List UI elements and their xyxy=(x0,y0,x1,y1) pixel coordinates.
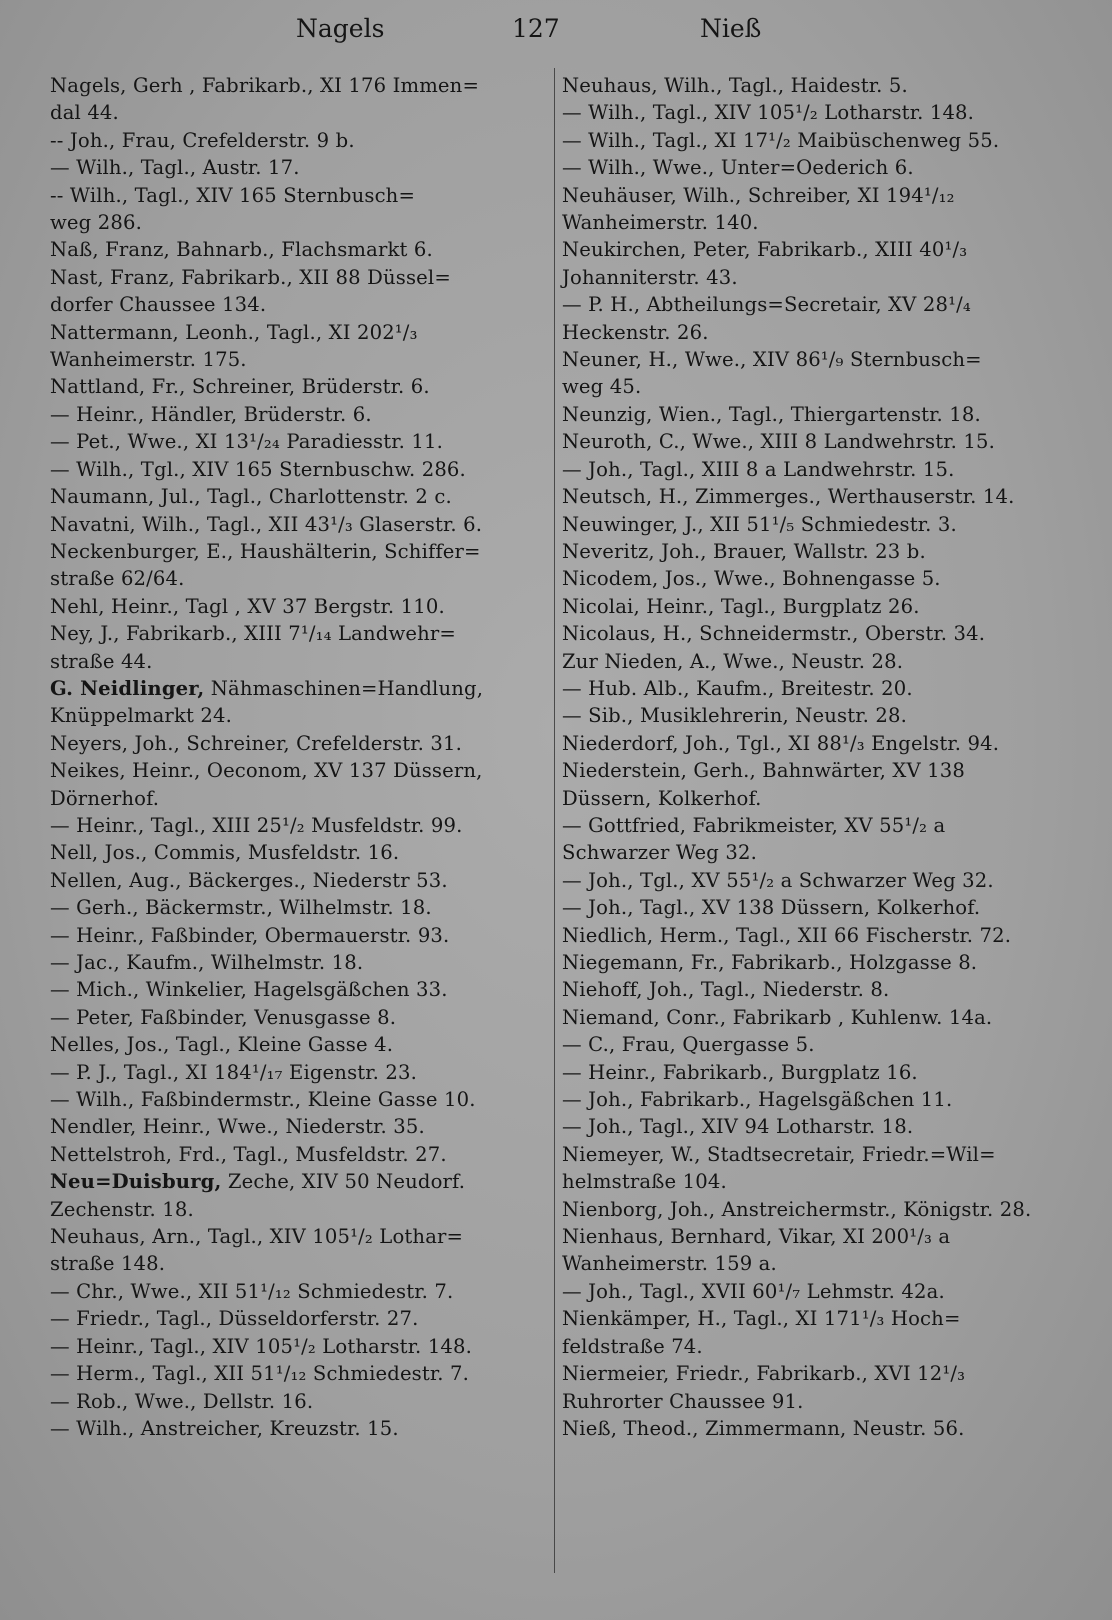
directory-entry xyxy=(562,922,1062,949)
directory-entry xyxy=(50,1360,540,1387)
directory-entry xyxy=(562,456,1062,483)
directory-entry xyxy=(562,1196,1062,1223)
directory-entry xyxy=(562,538,1062,565)
entry-line: Nattland, Fr., Schreiner, Brüderstr. 6. xyxy=(50,375,430,399)
entry-line: Nendler, Heinr., Wwe., Niederstr. 35. xyxy=(50,1115,425,1139)
entry-line: Niederstein, Gerh., Bahnwärter, XV 138 xyxy=(562,759,965,783)
right-column xyxy=(562,72,1062,1442)
directory-entry xyxy=(562,1031,1062,1058)
entry-line: — Wilh., Tgl., XIV 165 Sternbuschw. 286. xyxy=(50,457,466,481)
entry-line: — Wilh., Tagl., XI 17¹/₂ Maibüschenweg 55. xyxy=(562,128,1000,152)
entry-line: Wanheimerstr. 175. xyxy=(50,348,247,372)
directory-entry xyxy=(562,730,1062,757)
entry-line: Nienkämper, H., Tagl., XI 171¹/₃ Hoch= xyxy=(562,1307,961,1331)
directory-entry xyxy=(562,976,1062,1003)
directory-entry xyxy=(562,1004,1062,1031)
directory-entry xyxy=(562,72,1062,99)
directory-entry xyxy=(50,1141,540,1168)
directory-entry xyxy=(562,593,1062,620)
entry-line: Nehl, Heinr., Tagl , XV 37 Bergstr. 110. xyxy=(50,594,445,618)
entry-line: — Jac., Kaufm., Wilhelmstr. 18. xyxy=(50,951,364,974)
directory-entry xyxy=(50,127,540,154)
entry-line: — Joh., Fabrikarb., Hagelsgäßchen 11. xyxy=(562,1088,953,1112)
entry-line: — Wilh., Faßbindermstr., Kleine Gasse 10. xyxy=(50,1088,476,1112)
entry-line: — Wilh., Tagl., Austr. 17. xyxy=(50,156,300,180)
entry-line: Neuhaus, Arn., Tagl., XIV 105¹/₂ Lothar= xyxy=(50,1225,464,1249)
directory-entry xyxy=(50,1086,540,1113)
directory-entry xyxy=(50,976,540,1003)
entry-line: Wanheimerstr. 140. xyxy=(562,211,759,235)
entry-line: — Heinr., Fabrikarb., Burgplatz 16. xyxy=(562,1060,918,1084)
directory-entry xyxy=(562,675,1062,702)
entry-line: Niehoff, Joh., Tagl., Niederstr. 8. xyxy=(562,978,890,1002)
directory-entry xyxy=(562,182,1062,237)
directory-entry xyxy=(562,511,1062,538)
directory-entry xyxy=(50,154,540,181)
directory-entry xyxy=(50,72,540,127)
entry-line: — Chr., Wwe., XII 51¹/₁₂ Schmiedestr. 7. xyxy=(50,1279,454,1303)
directory-entry xyxy=(562,565,1062,592)
directory-entry xyxy=(562,949,1062,976)
entry-line: Neikes, Heinr., Oeconom, XV 137 Düssern, xyxy=(50,759,483,783)
entry-line: — Friedr., Tagl., Düsseldorferstr. 27. xyxy=(50,1307,419,1331)
entry-line: Zechenstr. 18. xyxy=(50,1197,194,1221)
directory-entry xyxy=(50,1168,540,1223)
entry-line: -- Wilh., Tagl., XIV 165 Sternbusch= xyxy=(50,183,416,207)
directory-entry xyxy=(50,620,540,675)
directory-entry xyxy=(562,401,1062,428)
header-first-name: Nagels xyxy=(296,14,385,43)
entry-line: Niedlich, Herm., Tagl., XII 66 Fischerstr. 72. xyxy=(562,923,1012,947)
entry-line: — P. H., Abtheilungs=Secretair, XV 28¹/₄ xyxy=(562,293,971,317)
entry-line: Niemeyer, W., Stadtsecretair, Friedr.=Wil= xyxy=(562,1142,996,1166)
directory-entry xyxy=(50,319,540,374)
directory-entry xyxy=(50,757,540,812)
directory-entry xyxy=(50,1333,540,1360)
entry-line: Wanheimerstr. 159 a. xyxy=(562,1252,777,1276)
entry-line: Dörnerhof. xyxy=(50,786,160,810)
directory-entry xyxy=(50,1113,540,1140)
entry-line: — Mich., Winkelier, Hagelsgäßchen 33. xyxy=(50,978,448,1002)
left-column xyxy=(50,72,540,1442)
directory-entry xyxy=(50,236,540,263)
entry-line: Nienhaus, Bernhard, Vikar, XI 200¹/₃ a xyxy=(562,1225,951,1249)
directory-entry xyxy=(50,867,540,894)
entry-line: Naumann, Jul., Tagl., Charlottenstr. 2 c. xyxy=(50,485,452,509)
directory-entry xyxy=(562,236,1062,291)
entry-line: Neukirchen, Peter, Fabrikarb., XIII 40¹/₃ xyxy=(562,238,968,262)
entry-line: Nicolaus, H., Schneidermstr., Oberstr. 34. xyxy=(562,622,986,646)
directory-entry xyxy=(50,949,540,976)
entry-line: Ney, J., Fabrikarb., XIII 7¹/₁₄ Landwehr= xyxy=(50,622,456,646)
entry-line: straße 148. xyxy=(50,1252,166,1276)
directory-entry xyxy=(50,483,540,510)
entry-line: Niemand, Conr., Fabrikarb , Kuhlenw. 14a. xyxy=(562,1005,993,1029)
entry-line: Nettelstroh, Frd., Tagl., Musfeldstr. 27. xyxy=(50,1142,447,1166)
entry-line: weg 286. xyxy=(50,211,142,235)
entry-line: helmstraße 104. xyxy=(562,1170,727,1194)
directory-entry xyxy=(50,1305,540,1332)
entry-line: — Herm., Tagl., XII 51¹/₁₂ Schmiedestr. 7. xyxy=(50,1362,470,1386)
page-number: 127 xyxy=(512,14,560,43)
entry-line: Neyers, Joh., Schreiner, Crefelderstr. 31. xyxy=(50,731,462,755)
entry-line: feldstraße 74. xyxy=(562,1334,703,1358)
directory-entry xyxy=(562,620,1062,647)
entry-line: — Pet., Wwe., XI 13¹/₂₄ Paradiesstr. 11. xyxy=(50,430,443,454)
directory-entry xyxy=(562,346,1062,401)
directory-entry xyxy=(562,1141,1062,1196)
entry-line: — Heinr., Tagl., XIII 25¹/₂ Musfeldstr. 99. xyxy=(50,813,463,837)
directory-entry xyxy=(50,730,540,757)
column-divider xyxy=(554,68,555,1573)
entry-line: G. Neidlinger, Nähmaschinen=Handlung, xyxy=(50,676,484,700)
entry-line: Nicolai, Heinr., Tagl., Burgplatz 26. xyxy=(562,594,920,618)
directory-entry xyxy=(50,401,540,428)
entry-line: — Joh., Tagl., XIV 94 Lotharstr. 18. xyxy=(562,1115,914,1139)
entry-line: — Gerh., Bäckermstr., Wilhelmstr. 18. xyxy=(50,896,432,920)
directory-entry xyxy=(562,1086,1062,1113)
entry-line: — Sib., Musiklehrerin, Neustr. 28. xyxy=(562,704,907,728)
entry-line: Schwarzer Weg 32. xyxy=(562,841,757,865)
entry-line: — Peter, Faßbinder, Venusgasse 8. xyxy=(50,1005,397,1029)
directory-entry xyxy=(50,1223,540,1278)
entry-line: — Joh., Tgl., XV 55¹/₂ a Schwarzer Weg 32. xyxy=(562,868,994,892)
entry-line: — Wilh., Anstreicher, Kreuzstr. 15. xyxy=(50,1416,399,1440)
entry-line: — Gottfried, Fabrikmeister, XV 55¹/₂ a xyxy=(562,813,946,837)
entry-line: weg 45. xyxy=(562,375,642,399)
entry-line: Neuhäuser, Wilh., Schreiber, XI 194¹/₁₂ xyxy=(562,183,955,207)
entry-line: — P. J., Tagl., XI 184¹/₁₇ Eigenstr. 23. xyxy=(50,1060,418,1084)
page-header xyxy=(0,12,1112,48)
entry-line: Niermeier, Friedr., Fabrikarb., XVI 12¹/₃ xyxy=(562,1362,966,1386)
entry-bold-name: G. Neidlinger, xyxy=(50,676,205,700)
directory-entry xyxy=(50,1278,540,1305)
entry-line: dal 44. xyxy=(50,101,119,125)
directory-entry xyxy=(50,1388,540,1415)
directory-entry xyxy=(562,483,1062,510)
entry-line: Neunzig, Wien., Tagl., Thiergartenstr. 18. xyxy=(562,402,981,426)
directory-entry xyxy=(562,1059,1062,1086)
entry-line: Nieß, Theod., Zimmermann, Neustr. 56. xyxy=(562,1416,965,1440)
entry-line: Navatni, Wilh., Tagl., XII 43¹/₃ Glaserstr. 6. xyxy=(50,512,483,536)
entry-line: -- Joh., Frau, Crefelderstr. 9 b. xyxy=(50,128,355,152)
directory-entry xyxy=(562,1415,1062,1442)
entry-line: — Rob., Wwe., Dellstr. 16. xyxy=(50,1389,314,1413)
entry-line: Neu=Duisburg, Zeche, XIV 50 Neudorf. xyxy=(50,1170,466,1194)
directory-entry xyxy=(562,1278,1062,1305)
entry-line: — Joh., Tagl., XV 138 Düssern, Kolkerhof. xyxy=(562,896,981,920)
entry-line: Neuwinger, J., XII 51¹/₅ Schmiedestr. 3. xyxy=(562,512,957,536)
entry-line: Heckenstr. 26. xyxy=(562,320,709,344)
entry-line: Neveritz, Joh., Brauer, Wallstr. 23 b. xyxy=(562,539,926,563)
entry-line: Nellen, Aug., Bäckerges., Niederstr 53. xyxy=(50,868,448,892)
entry-line: Neuner, H., Wwe., XIV 86¹/₉ Sternbusch= xyxy=(562,348,982,372)
directory-entry xyxy=(50,812,540,839)
entry-line: Nienborg, Joh., Anstreichermstr., Königstr. 28. xyxy=(562,1197,1032,1221)
entry-line: Naß, Franz, Bahnarb., Flachsmarkt 6. xyxy=(50,238,433,262)
directory-entry xyxy=(50,373,540,400)
entry-line: Neuroth, C., Wwe., XIII 8 Landwehrstr. 15. xyxy=(562,430,995,454)
directory-entry xyxy=(562,428,1062,455)
entry-line: Niegemann, Fr., Fabrikarb., Holzgasse 8. xyxy=(562,951,978,974)
directory-entry xyxy=(50,428,540,455)
directory-entry xyxy=(50,182,540,237)
entry-line: — Heinr., Händler, Brüderstr. 6. xyxy=(50,402,372,426)
directory-entry xyxy=(562,648,1062,675)
entry-line: Nell, Jos., Commis, Musfeldstr. 16. xyxy=(50,841,400,865)
entry-line: — Wilh., Tagl., XIV 105¹/₂ Lotharstr. 148. xyxy=(562,101,975,125)
entry-line: Knüppelmarkt 24. xyxy=(50,704,232,728)
entry-line: — Joh., Tagl., XVII 60¹/₇ Lehmstr. 42a. xyxy=(562,1279,945,1303)
entry-line: Zur Nieden, A., Wwe., Neustr. 28. xyxy=(562,649,904,673)
entry-line: — Heinr., Faßbinder, Obermauerstr. 93. xyxy=(50,923,450,947)
entry-line: Nattermann, Leonh., Tagl., XI 202¹/₃ xyxy=(50,320,418,344)
entry-line: Neuhaus, Wilh., Tagl., Haidestr. 5. xyxy=(562,74,908,97)
entry-line: — Joh., Tagl., XIII 8 a Landwehrstr. 15. xyxy=(562,457,955,481)
entry-line: Nagels, Gerh , Fabrikarb., XI 176 Immen= xyxy=(50,74,480,97)
directory-entry xyxy=(562,867,1062,894)
directory-entry xyxy=(50,1031,540,1058)
directory-entry xyxy=(562,1305,1062,1360)
entry-line: Nicodem, Jos., Wwe., Bohnengasse 5. xyxy=(562,567,941,591)
directory-entry xyxy=(50,593,540,620)
directory-entry xyxy=(50,839,540,866)
directory-entry xyxy=(50,511,540,538)
entry-line: dorfer Chaussee 134. xyxy=(50,293,267,317)
directory-entry xyxy=(562,99,1062,126)
entry-bold-name: Neu=Duisburg, xyxy=(50,1170,222,1194)
directory-entry xyxy=(562,291,1062,346)
directory-entry xyxy=(50,1415,540,1442)
directory-entry xyxy=(50,1004,540,1031)
entry-line: — C., Frau, Quergasse 5. xyxy=(562,1033,815,1057)
entry-line: — Wilh., Wwe., Unter=Oederich 6. xyxy=(562,156,914,180)
entry-line: Düssern, Kolkerhof. xyxy=(562,786,762,810)
entry-line: Niederdorf, Joh., Tgl., XI 88¹/₃ Engelstr. 94. xyxy=(562,731,1000,755)
directory-entry xyxy=(562,154,1062,181)
directory-entry xyxy=(50,922,540,949)
directory-entry xyxy=(562,812,1062,867)
directory-entry xyxy=(562,1360,1062,1415)
directory-entry xyxy=(50,1059,540,1086)
directory-entry xyxy=(50,456,540,483)
directory-entry xyxy=(50,894,540,921)
directory-entry xyxy=(562,127,1062,154)
directory-entry xyxy=(562,1113,1062,1140)
entry-line: Johanniterstr. 43. xyxy=(562,265,738,289)
entry-line: straße 44. xyxy=(50,649,153,673)
entry-line: — Hub. Alb., Kaufm., Breitestr. 20. xyxy=(562,676,913,700)
directory-entry xyxy=(562,757,1062,812)
entry-line: straße 62/64. xyxy=(50,567,185,591)
directory-entry xyxy=(50,538,540,593)
entry-line: Neutsch, H., Zimmerges., Werthauserstr. 14. xyxy=(562,485,1015,509)
directory-entry xyxy=(562,894,1062,921)
entry-line: Ruhrorter Chaussee 91. xyxy=(562,1389,804,1413)
directory-entry xyxy=(562,702,1062,729)
directory-entry xyxy=(50,264,540,319)
directory-entry xyxy=(50,675,540,730)
header-last-name: Nieß xyxy=(700,14,762,43)
entry-line: Nast, Franz, Fabrikarb., XII 88 Düssel= xyxy=(50,265,451,289)
entry-line: Nelles, Jos., Tagl., Kleine Gasse 4. xyxy=(50,1033,394,1057)
entry-line: — Heinr., Tagl., XIV 105¹/₂ Lotharstr. 148. xyxy=(50,1334,473,1358)
entry-line: Neckenburger, E., Haushälterin, Schiffer= xyxy=(50,539,481,563)
directory-entry xyxy=(562,1223,1062,1278)
